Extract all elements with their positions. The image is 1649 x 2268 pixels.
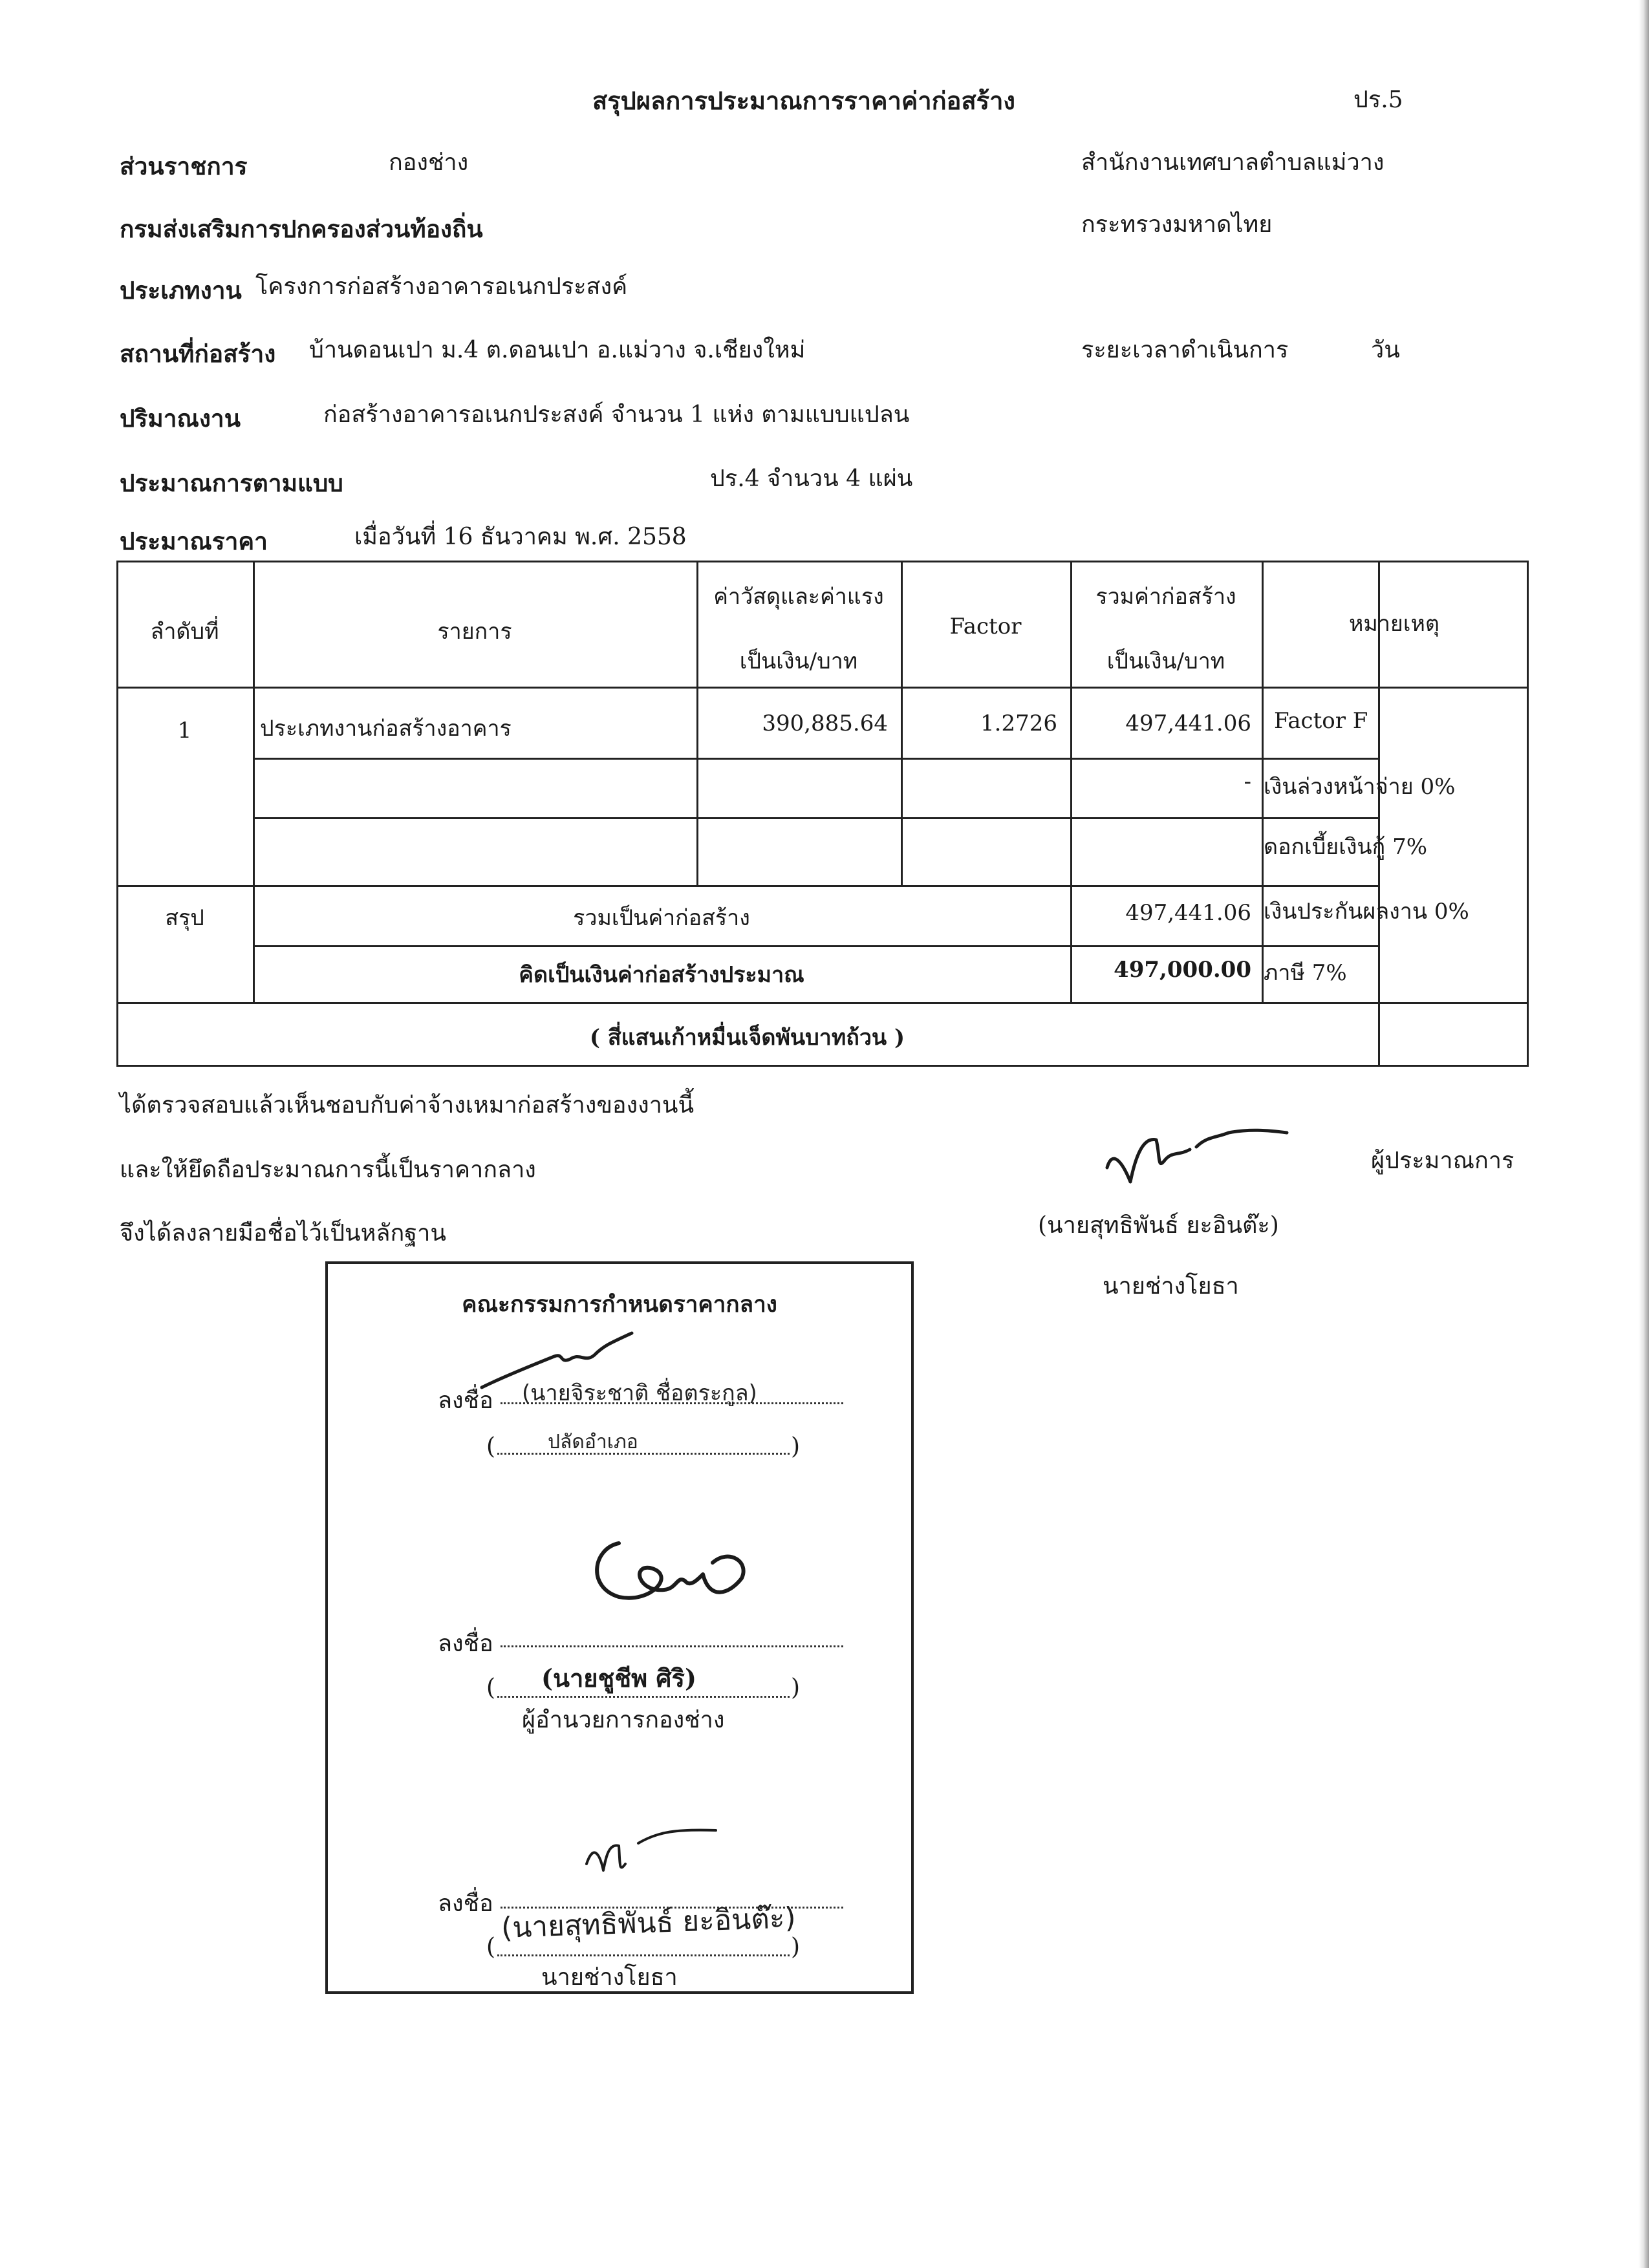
table-rule-sum <box>253 945 1380 947</box>
remark-performance-bond: เงินประกันผลงาน 0% <box>1264 899 1469 925</box>
office-name: สำนักงานเทศบาลตำบลแม่วาง <box>1081 149 1385 176</box>
header-remark: หมายเหตุ <box>1349 611 1439 637</box>
committee-title: คณะกรรมการกำหนดราคากลาง <box>462 1291 777 1318</box>
member2-open-paren: ( <box>486 1674 496 1701</box>
member3-position-dots <box>497 1954 790 1956</box>
quantity-value: ก่อสร้างอาคารอเนกประสงค์ จำนวน 1 แห่ง ตามแบบแปลน <box>323 401 910 428</box>
table-rule-row2 <box>253 817 1380 819</box>
table-rule-estimate <box>116 1002 1529 1004</box>
row1-item: ประเภทงานก่อสร้างอาคาร <box>260 716 512 742</box>
header-total-line1: รวมค่าก่อสร้าง <box>1095 584 1236 610</box>
site-label: สถานที่ก่อสร้าง <box>120 339 276 368</box>
cost-summary-table <box>116 561 1529 1067</box>
header-material-line2: เป็นเงิน/บาท <box>739 648 858 674</box>
site-value: บ้านดอนเปา ม.4 ต.ดอนเปา อ.แม่วาง จ.เชียงใหม่ <box>309 337 806 363</box>
ministry-name: กระทรวงมหาดไทย <box>1081 211 1273 238</box>
row1-no: 1 <box>177 718 192 744</box>
header-item: รายการ <box>437 619 512 645</box>
document-title: สรุปผลการประมาณการราคาค่าก่อสร้าง <box>592 86 1015 115</box>
member2-close-paren: ) <box>791 1674 801 1701</box>
member3-close-paren: ) <box>791 1934 801 1960</box>
scan-edge <box>1639 0 1649 2268</box>
committee-box <box>325 1261 914 1994</box>
member1-sign-label: ลงชื่อ <box>438 1387 493 1414</box>
member1-open-paren: ( <box>486 1433 496 1460</box>
form-code: ปร.5 <box>1353 87 1403 113</box>
estimate-price-label: ประมาณราคา <box>120 527 268 555</box>
estimate-label: คิดเป็นเงินค่าก่อสร้างประมาณ <box>519 962 804 988</box>
table-border-right <box>1527 561 1529 1067</box>
estimator-name: (นายสุทธิพันธ์ ยะอินต๊ะ) <box>1038 1212 1279 1239</box>
statement-line1: ได้ตรวจสอบแล้วเห็นชอบกับค่าจ้างเหมาก่อสร้างของงานนี้ <box>120 1092 695 1118</box>
remark-loan-interest: ดอกเบี้ยเงินกู้ 7% <box>1264 834 1428 860</box>
member2-position: ผู้อำนวยการกองช่าง <box>522 1707 725 1733</box>
member3-open-paren: ( <box>486 1934 496 1960</box>
department-label: ส่วนราชการ <box>120 152 248 180</box>
quantity-label: ปริมาณงาน <box>120 404 241 433</box>
member2-sign-label: ลงชื่อ <box>438 1631 493 1657</box>
member3-sign-label: ลงชื่อ <box>438 1890 493 1917</box>
estimator-signature <box>1093 1111 1300 1195</box>
remark-factor: Factor F <box>1274 708 1368 734</box>
amount-in-words: ( สี่แสนเก้าหมื่นเจ็ดพันบาทถ้วน ) <box>589 1025 905 1051</box>
member1-position-dots <box>497 1453 790 1455</box>
member2-name: (นายชูชีพ ศิริ) <box>541 1664 696 1693</box>
member1-name: (นายจิระชาติ ชื่อตระกูล) <box>522 1380 757 1406</box>
member2-sign-dots <box>501 1645 843 1647</box>
row1-material: 390,885.64 <box>762 711 888 736</box>
work-type-value: โครงการก่อสร้างอาคารอเนกประสงค์ <box>255 273 628 300</box>
estimate-by-plan-value: ปร.4 จำนวน 4 แผ่น <box>710 465 913 492</box>
work-type-label: ประเภทงาน <box>120 276 242 305</box>
member1-position: ปลัดอำเภอ <box>548 1431 638 1453</box>
member2-name-dots <box>497 1696 790 1698</box>
header-no: ลำดับที่ <box>150 619 219 645</box>
agency-name: กรมส่งเสริมการปกครองส่วนท้องถิ่น <box>120 215 483 243</box>
member3-position: นายช่างโยธา <box>541 1964 678 1991</box>
member1-close-paren: ) <box>791 1433 801 1460</box>
table-border-top <box>116 561 1529 562</box>
remark-tax: ภาษี 7% <box>1264 960 1347 986</box>
statement-line3: จึงได้ลงลายมือชื่อไว้เป็นหลักฐาน <box>120 1220 446 1246</box>
statement-line2: และให้ยึดถือประมาณการนี้เป็นราคากลาง <box>120 1157 536 1183</box>
summary-label: สรุป <box>165 905 204 931</box>
table-border-bottom <box>116 1065 1529 1067</box>
sum-value: 497,441.06 <box>1125 900 1251 926</box>
estimator-role: ผู้ประมาณการ <box>1371 1148 1514 1174</box>
duration-label: ระยะเวลาดำเนินการ <box>1081 337 1289 363</box>
estimate-value: 497,000.00 <box>1114 957 1251 983</box>
sum-label: รวมเป็นค่าก่อสร้าง <box>573 905 750 931</box>
estimate-by-plan-label: ประมาณการตามแบบ <box>120 469 343 497</box>
department-value: กองช่าง <box>389 149 469 176</box>
remark-advance-payment: เงินล่วงหน้าจ่าย 0% <box>1264 774 1456 800</box>
header-factor: Factor <box>949 614 1022 639</box>
row1-total: 497,441.06 <box>1125 711 1251 736</box>
table-rule-header <box>116 687 1529 689</box>
member3-signature <box>561 1819 729 1890</box>
estimator-position: นายช่างโยธา <box>1103 1273 1239 1300</box>
member2-signature <box>580 1523 761 1613</box>
duration-unit: วัน <box>1371 337 1400 363</box>
table-rule-row3 <box>116 885 1380 887</box>
table-rule-row1 <box>253 758 1380 760</box>
row1-factor: 1.2726 <box>980 711 1057 736</box>
header-total-line2: เป็นเงิน/บาท <box>1106 648 1225 674</box>
member3-name-stamp: (นายสุทธิพันธ์ ยะอินต๊ะ) <box>501 1901 797 1945</box>
row2-total: - <box>1244 769 1251 795</box>
estimate-price-value: เมื่อวันที่ 16 ธันวาคม พ.ศ. 2558 <box>354 524 687 550</box>
header-material-line1: ค่าวัสดุและค่าแรง <box>713 584 884 610</box>
